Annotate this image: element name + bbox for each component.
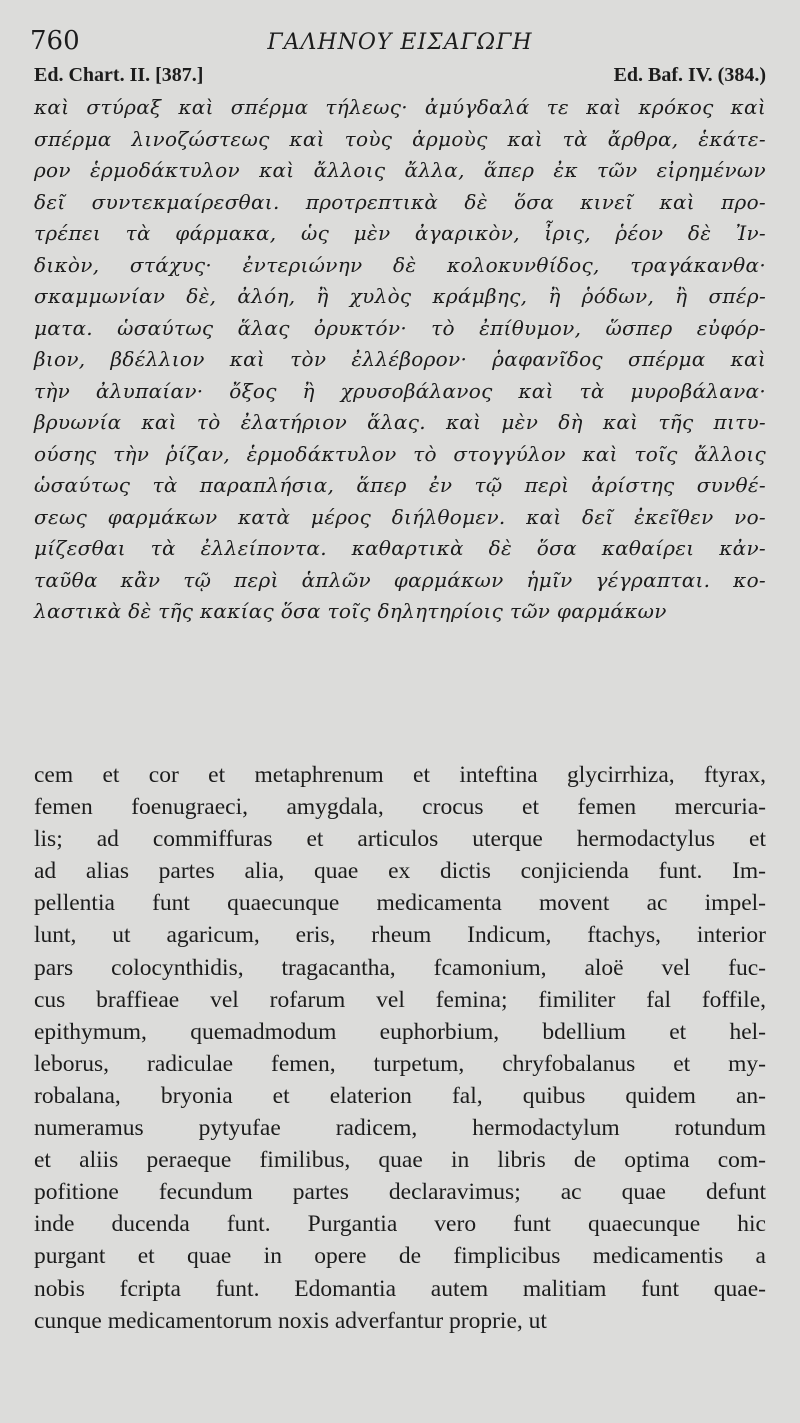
greek-text-line: βρυωνία καὶ τὸ ἐλατήριον ἅλας. καὶ μὲν δὴ καὶ τῆς πιτυ- [34,410,766,434]
greek-text-line: τρέπει τὰ φάρμακα, ὡς μὲν ἀγαρικὸν, ἶρις, ῥέον δὲ Ἰν- [34,221,766,245]
greek-text-line: καὶ στύραξ καὶ σπέρμα τήλεως· ἀμύγδαλά τε καὶ κρόκος καὶ [34,95,766,119]
latin-text-line: femen foenugraeci, amygdala, crocus et femen mercuria- [34,794,766,821]
latin-text-line: lis; ad commiffuras et articulos uterque hermodactylus et [34,826,766,853]
greek-text-line: σεως φαρμάκων κατὰ μέρος διήλθομεν. καὶ δεῖ ἐκεῖθεν νο- [34,504,766,529]
latin-text-line: cus braffieae vel rofarum vel femina; fimiliter fal foffile, [34,986,766,1013]
greek-text-line: λαστικὰ δὲ τῆς κακίας ὅσα τοῖς δηλητηρίοις τῶν φαρμάκων [34,599,667,623]
latin-text-line: inde ducenda funt. Purgantia vero funt quaecunque hic [34,1211,766,1238]
latin-text-line: lunt, ut agaricum, eris, rheum Indicum, ftachys, interior [34,922,766,949]
greek-text-line: τὴν ἀλυπαίαν· ὄξος ἢ χρυσοβάλανος καὶ τὰ μυροβάλανα· [34,378,766,403]
latin-text-line: leborus, radiculae femen, turpetum, chryfobalanus et my- [34,1050,766,1077]
page-header [30,26,770,66]
greek-text-line: ταῦθα κἂν τῷ περὶ ἁπλῶν φαρμάκων ἡμῖν γέγραπται. κο- [34,567,766,592]
greek-text-line: ὡσαύτως τὰ παραπλήσια, ἅπερ ἐν τῷ περὶ ἀρίστης συνθέ- [34,473,766,497]
latin-text-line: purgant et quae in opere de fimplicibus medicamentis a [34,1243,766,1270]
latin-text-line: epithymum, quemadmodum euphorbium, bdellium et hel- [34,1018,766,1045]
page-number: 760 [30,26,80,56]
latin-text-line: cunque medicamentorum noxis adverfantur proprie, ut [34,1307,547,1334]
latin-text-line: ad alias partes alia, quae ex dictis conjicienda funt. Im- [34,858,766,885]
greek-text-line: δικὸν, στάχυς· ἐντεριώνην δὲ κολοκυνθίδος, τραγάκανθα· [34,252,766,277]
running-title: ΓΑΛΗΝΟΥ ΕΙΣΑΓΩΓΗ [267,30,533,55]
greek-text-line: δεῖ συντεκμαίρεσθαι. προτρεπτικὰ δὲ ὅσα κινεῖ καὶ προ- [34,189,766,214]
greek-text-line: ρον ἑρμοδάκτυλον καὶ ἄλλοις ἄλλα, ἅπερ ἐκ τῶν εἰρημένων [34,158,766,182]
edition-reference-left: Ed. Chart. II. [387.] [34,64,204,86]
greek-text-line: βιον, βδέλλιον καὶ τὸν ἐλλέβορον· ῥαφανῖδος σπέρμα καὶ [34,347,766,371]
greek-text-line: ούσης τὴν ῥίζαν, ἑρμοδάκτυλον τὸ στογγύλον καὶ τοῖς ἄλλοις [34,441,766,466]
latin-text-line: cem et cor et metaphrenum et inteftina glycirrhiza, ftyrax, [34,762,766,788]
latin-text-line: robalana, bryonia et elaterion fal, quibus quidem an- [34,1082,766,1109]
latin-text-block [34,759,766,1337]
greek-text-line: σπέρμα λινοζώστεως καὶ τοὺς ἁρμοὺς καὶ τὰ ἄρθρα, ἑκάτε- [34,126,766,151]
latin-text-line: pellentia funt quaecunque medicamenta movent ac impel- [34,890,766,917]
greek-text-line: ματα. ὡσαύτως ἅλας ὀρυκτόν· τὸ ἐπίθυμον, ὥσπερ εὐφόρ- [34,315,766,340]
greek-text-line: μίζεσθαι τὰ ἐλλείποντα. καθαρτικὰ δὲ ὅσα καθαίρει κἀν- [34,536,766,560]
latin-text-line: nobis fcripta funt. Edomantia autem malitiam funt quae- [34,1275,766,1302]
latin-text-line: numeramus pytyufae radicem, hermodactylum rotundum [34,1115,766,1142]
edition-reference-right: Ed. Baf. IV. (384.) [613,64,766,86]
greek-text-block [34,92,766,628]
latin-text-line: pars colocynthidis, tragacantha, fcamonium, aloë vel fuc- [34,954,766,981]
greek-text-line: σκαμμωνίαν δὲ, ἀλόη, ἢ χυλὸς κράμβης, ἢ ῥόδων, ἢ σπέρ- [34,284,766,308]
latin-text-line: et aliis peraeque fimilibus, quae in libris de optima com- [34,1147,766,1174]
latin-text-line: pofitione fecundum partes declaravimus; ac quae defunt [34,1179,766,1206]
